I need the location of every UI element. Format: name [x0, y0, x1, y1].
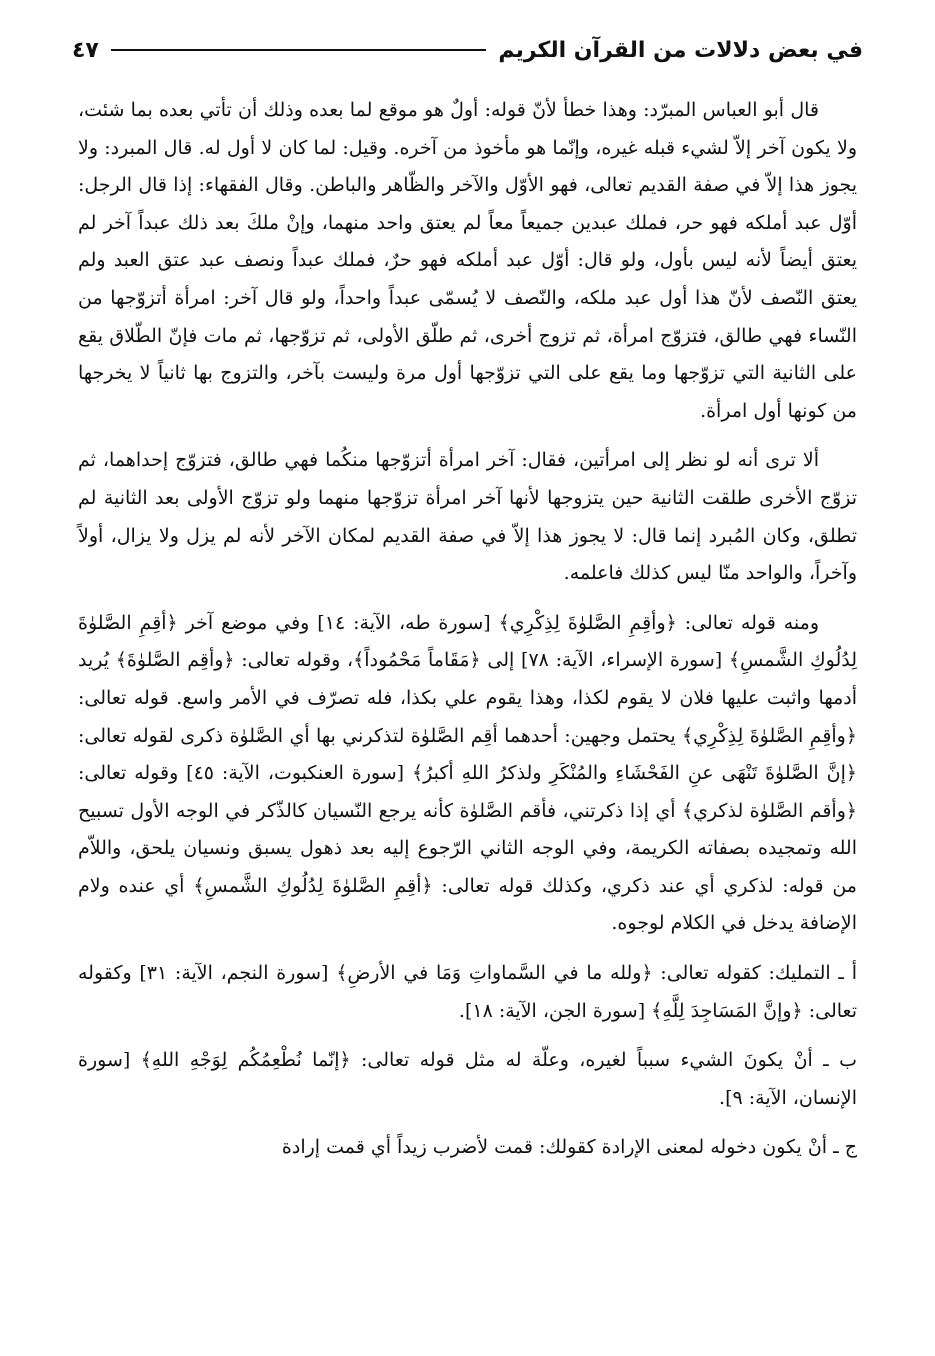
- header-divider: [111, 49, 486, 51]
- list-item-ba: ب ـ أنْ يكونَ الشيء سبباً لغيره، وعلّة له مثل قوله تعالى: ﴿إنّما نُطْعِمُكُم لِوَجْهِ اللهِ﴾ [سورة الإنسان، الآية: ٩].: [78, 1049, 857, 1109]
- book-title: في بعض دلالات من القرآن الكريم: [498, 37, 863, 63]
- paragraph-mubarrad: قال أبو العباس المبرّد: وهذا خطأ لأنّ قوله: أولٌ هو موقع لما بعده وذلك أن تأتي بعده بما شئت، ولا يكون آخر إلاّ لشيء قبله غيره، وإنّما هو مأخوذ من آخره. وقيل: لما كان لا أول له. قال المبرد: ولا يجوز هذا إلاّ في صفة القديم تعالى، فهو الأوّل والآخر والظّاهر والباطن. وقال الفقهاء: إذا قال الرجل: أوّل عبد أملكه فهو حر، فملك عبدين جميعاً معاً لم يعتق واحد منهما، وإنْ ملكَ بعد ذلك عبداً آخر لم يعتق أيضاً لأنه ليس بأول، ولو قال: أوّل عبد أملكه فهو حرٌ، فملك عبداً ونصف عبد عتق العبد ولم يعتق النّصف لأنّ هذا أول عبد ملكه، والنّصف لا يُسمّى عبداً واحداً، ولو قال آخر: امرأة أتزوّجها من النّساء فهي طالق، فتزوّج امرأة، ثم تزوج أخرى، ثم طلّق الأولى، ثم تزوّجها، ثم مات فإنّ الطّلاق يقع على الثانية التي تزوّجها وما يقع على التي تزوّجها أول مرة وليست بآخر، والتزوج بها ثانياً لا يخرجها من كونها أول امرأة.: [78, 99, 857, 422]
- list-item-jim: ج ـ أنْ يكون دخوله لمعنى الإرادة كقولك: قمت لأضرب زيداً أي قمت إرادة: [281, 1136, 857, 1159]
- paragraph-aqim-salat: ومنه قوله تعالى: ﴿وأقِمِ الصَّلوٰةَ لِذِكْرِي﴾ [سورة طه، الآية: ١٤] وفي موضع آخر ﴿أقِمِ الصَّلوٰةَ لِدُلُوكِ الشَّمسِ﴾ [سورة الإسراء، الآية: ٧٨] إلى ﴿مَقَاماً مَحْمُوداً﴾، وقوله تعالى: ﴿وأقِم الصَّلوٰةَ﴾ يُريد أدمها واثبت عليها فلان لا يقوم لكذا، وهذا يقوم علي بكذا، فله تصرّف في الأمر واسع. قوله تعالى: ﴿وأقِمِ الصَّلوٰةَ لِذِكْرِي﴾ يحتمل وجهين: أحدهما أقِم الصَّلوٰة لتذكرني بها أي الصَّلوٰة ذكرى لقوله تعالى: ﴿إنَّ الصَّلوٰةَ تَنْهَى عنِ الفَحْشَاءِ والمُنْكَرِ ولذكرُ اللهِ أكبرُ﴾ [سورة العنكبوت، الآية: ٤٥] وقوله تعالى: ﴿وأقم الصَّلوٰة لذكري﴾ أي إذا ذكرتني، فأقم الصَّلوٰة كأنه يرجع النّسيان كالذّكر في الوجه الأول تسبيح الله وتمجيده بصفاته الكريمة، وفي الوجه الثاني الرّجوع إليه بعد ذهول يسبق ونسيان يلحق، واللاّم من قوله: لذكري أي عند ذكري، وكذلك قوله تعالى: ﴿أقِمِ الصَّلوٰةَ لِدُلُوكِ الشَّمسِ﴾ أي عنده ولام الإضافة يدخل في الكلام لوجوه.: [78, 611, 857, 935]
- page-number: ٤٧: [72, 37, 99, 63]
- list-item-alif: أ ـ التمليك: كقوله تعالى: ﴿ولله ما في السَّماواتِ وَمَا في الأرضِ﴾ [سورة النجم، الآية: ٣١] وكقوله تعالى: ﴿وإنَّ المَسَاجِدَ لِلَّهِ﴾ [سورة الجن، الآية: ١٨].: [78, 962, 857, 1022]
- paragraph-two-women: ألا ترى أنه لو نظر إلى امرأتين، فقال: آخر امرأة أتزوّجها منكُما فهي طالق، فتزوّج إحداهما، ثم تزوّج الأخرى طلقت الثانية حين يتزوجها لأنها آخر امرأة تزوّجها منهما ولو تزوّج الأولى بعد الثانية لم تطلق، وكان المُبرد إنما قال: لا يجوز هذا إلاّ في صفة القديم لمكان الآخر لأنه لم يزل ولا يزال، أولاً وآخراً، والواحد منّا ليس كذلك فاعلمه.: [78, 449, 857, 585]
- page-body: [78, 92, 857, 1167]
- running-header: [72, 28, 863, 72]
